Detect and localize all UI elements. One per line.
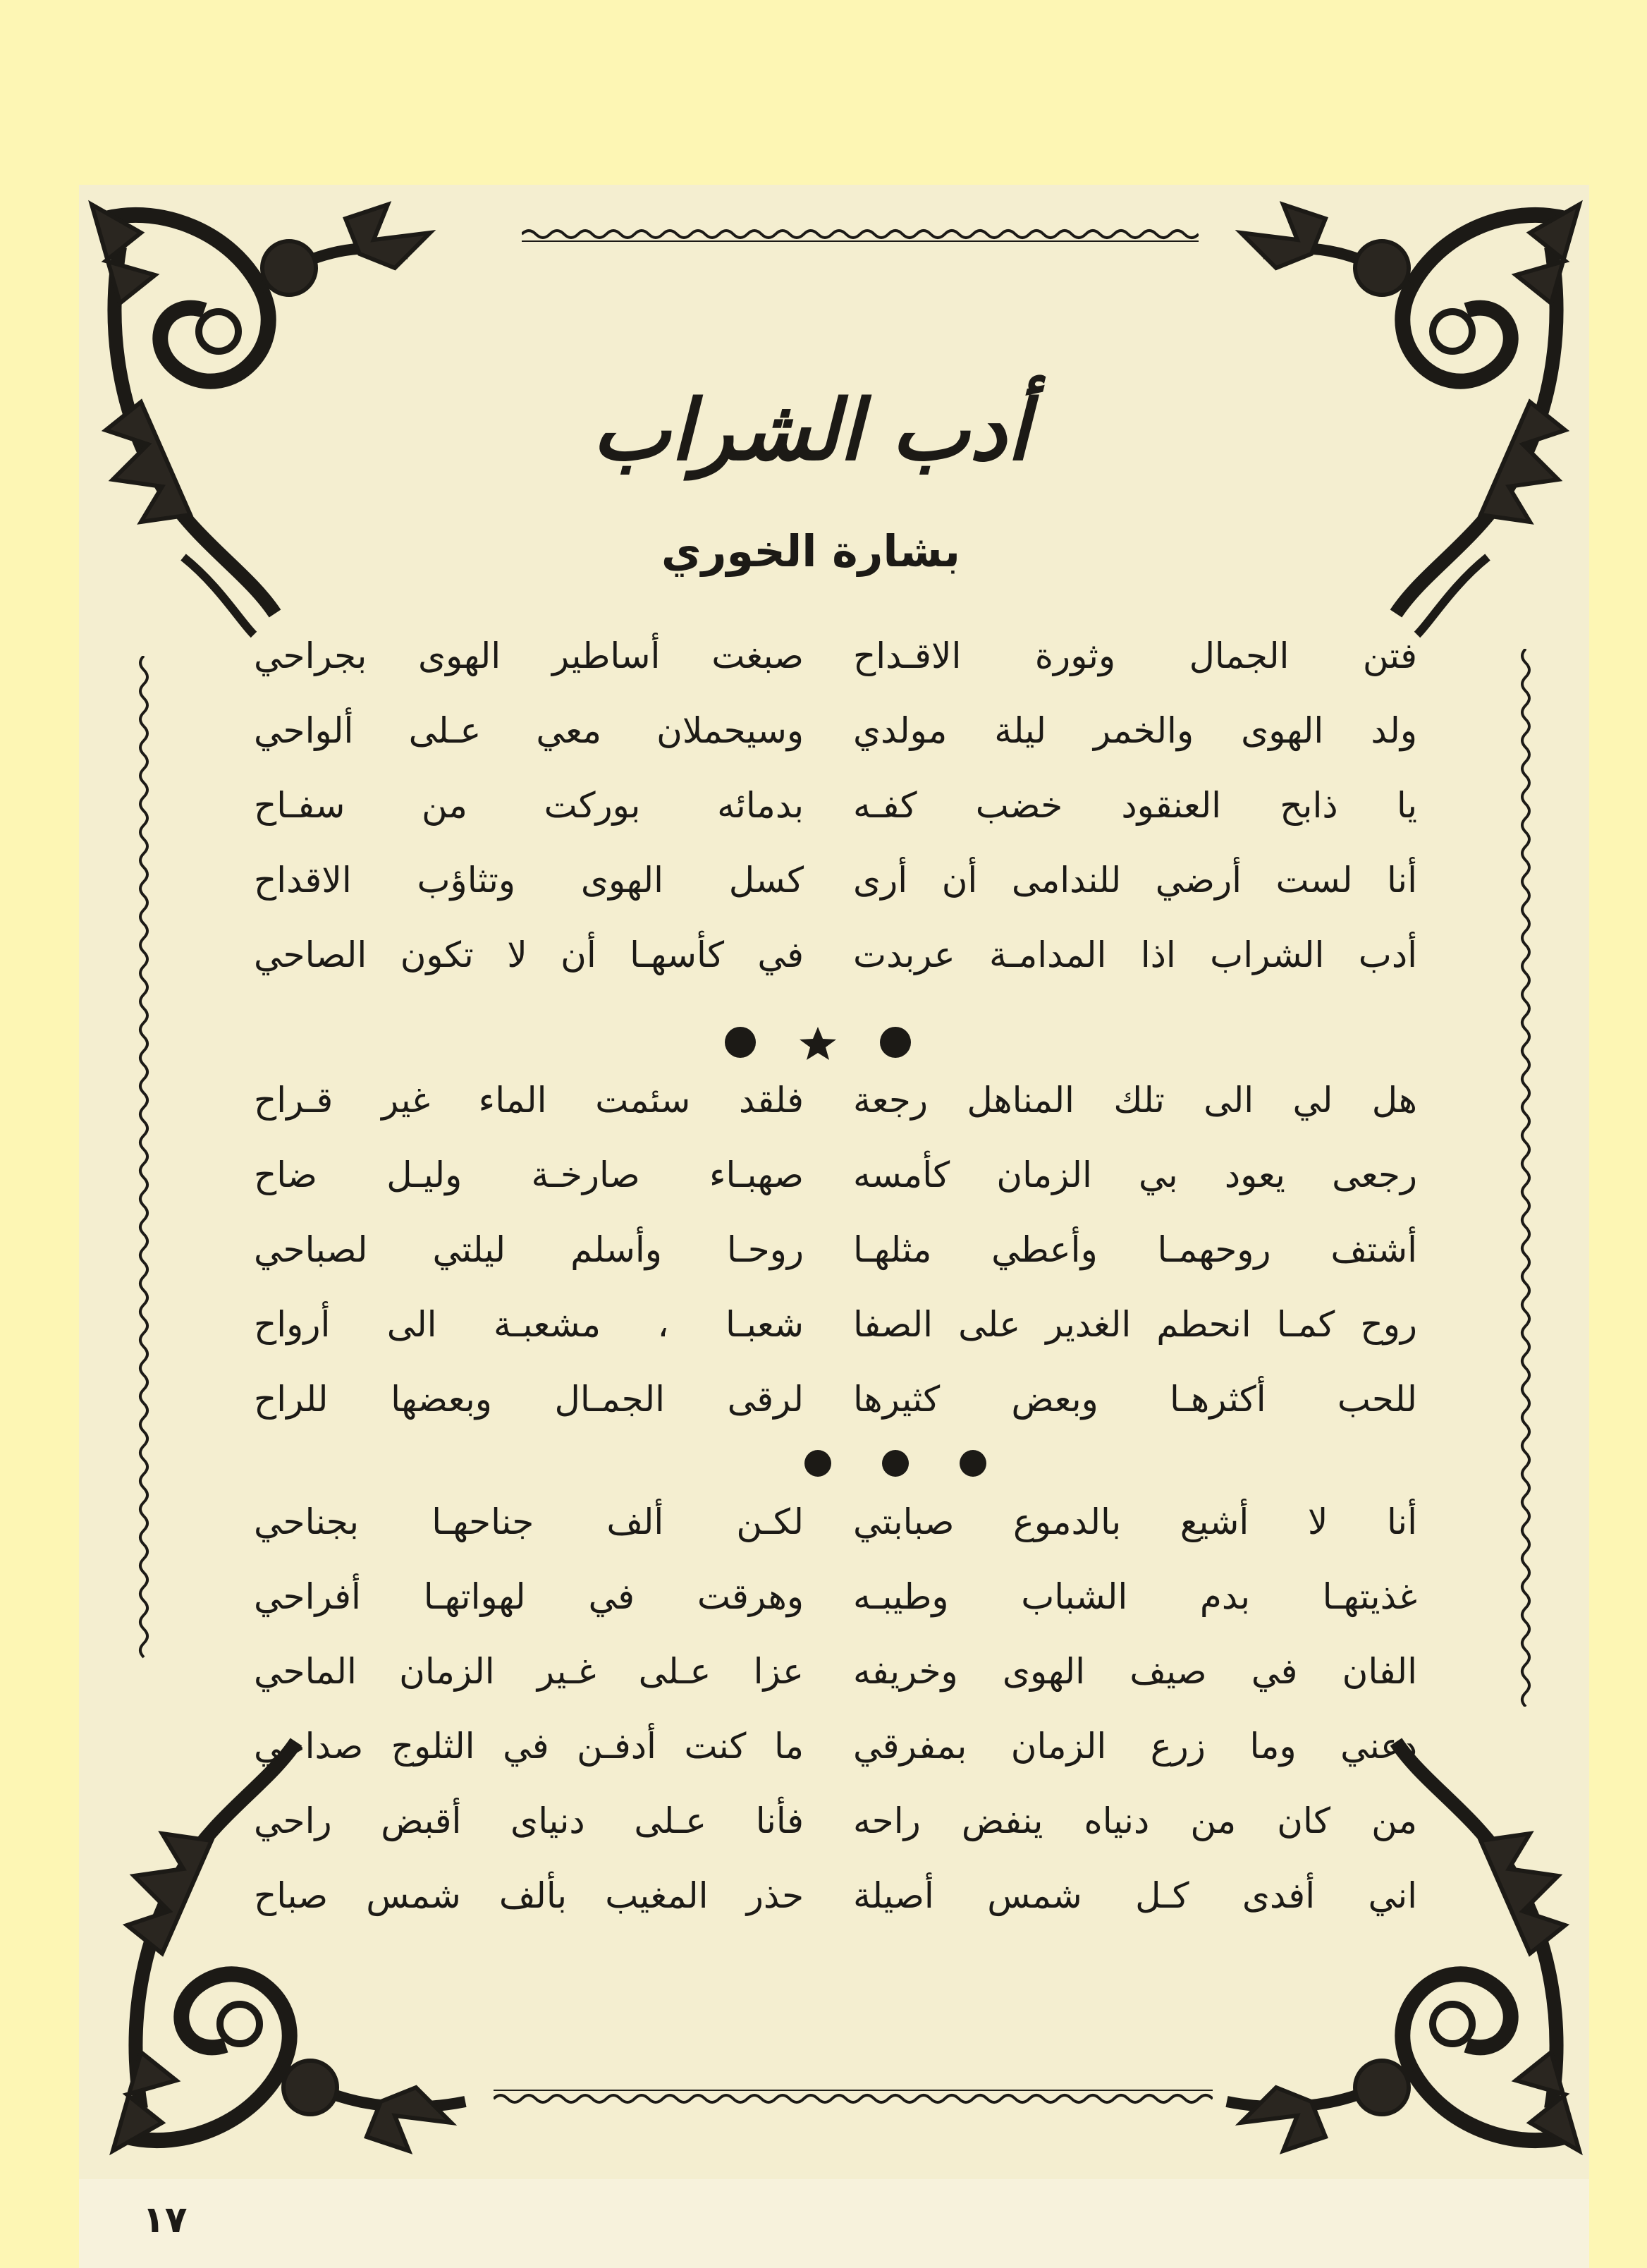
stanza-1-line-4-left: كسل الهوى وتثاؤب الاقداح	[254, 860, 804, 901]
stanza-separator-2	[797, 1446, 994, 1481]
stanza-1-line-5-right: أدب الشراب اذا المدامـة عربدت	[853, 934, 1417, 975]
stanza-2-line-2-right: رجعى يعود بي الزمان كأمسه	[853, 1154, 1417, 1195]
top-left-ornament	[78, 190, 444, 642]
stanza-2-line-3-left: روحـا وأسلم ليلتي لصباحي	[254, 1229, 804, 1270]
right-wave-rule	[1516, 649, 1536, 1707]
stanza-1-line-5-left: في كأسهـا أن لا تكون الصاحي	[254, 934, 804, 975]
poem-title: أدب الشراب	[592, 381, 1030, 479]
stanza-2-line-5-left: لرقى الجمـال وبعضها للراح	[254, 1379, 804, 1420]
top-right-ornament	[1213, 190, 1593, 642]
stanza-3-line-6-left: حذر المغيب بألف شمس صباح	[254, 1875, 804, 1916]
stanza-3-line-3-left: عزا عـلى غـير الزمان الماحي	[254, 1651, 804, 1692]
stanza-3-line-6-right: اني أفدى كـل شمس أصيلة	[853, 1875, 1417, 1916]
stanza-3-line-4-right: دعني وما زرع الزمان بمفرقي	[853, 1726, 1417, 1767]
stanza-3-line-5-left: فأنا عـلى دنياى أقبض راحي	[254, 1800, 804, 1841]
bottom-right-ornament	[1199, 1707, 1593, 2165]
stanza-1-line-1-left: صبغت أساطير الهوى بجراحي	[254, 635, 804, 676]
stanza-3-line-5-right: من كان من دنياه ينفض راحه	[853, 1800, 1417, 1841]
stanza-1-line-3-left: بدمائه بوركت من سفـاح	[254, 785, 804, 826]
page-bottom-margin	[79, 2179, 1589, 2268]
stanza-2-line-4-left: شعبـا ، مشعبـة الى أرواح	[254, 1304, 804, 1345]
stanza-2-line-2-left: صهبـاء صارخـة وليـل ضاح	[254, 1154, 804, 1195]
poem-author: بشارة الخوري	[661, 525, 961, 577]
stanza-2-line-5-right: للحب أكثرهـا وبعض كثيرها	[853, 1379, 1417, 1420]
stanza-2-line-1-right: هل لي الى تلك المناهل رجعة	[853, 1080, 1417, 1121]
stanza-3-line-1-left: لكـن ألف جناحهـا بجناحي	[254, 1501, 804, 1542]
page-number: ١٧	[142, 2199, 188, 2241]
stanza-3-line-4-left: ما كنت أدفـن في الثلوج صداحي	[254, 1726, 804, 1767]
stanza-3-line-3-right: الفان في صيف الهوى وخريفه	[853, 1651, 1417, 1692]
stanza-1-line-3-right: يا ذابح العنقود خضب كفـه	[853, 785, 1417, 826]
stanza-1-line-1-right: فتن الجمال وثورة الاقـداح	[853, 635, 1417, 676]
top-wave-rule	[522, 224, 1199, 244]
stanza-2-line-1-left: فلقد سئمت الماء غير قـراح	[254, 1080, 804, 1121]
stanza-separator-1	[712, 1021, 924, 1063]
bottom-wave-rule	[494, 2087, 1213, 2107]
stanza-1-line-4-right: أنا لست أرضي للندامى أن أرى	[853, 860, 1417, 901]
stanza-3-line-2-left: وهرقت في لهواتهـا أفراحي	[254, 1576, 804, 1617]
stanza-3-line-2-right: غذيتهـا بدم الشباب وطيبـه	[853, 1576, 1417, 1617]
stanza-1-line-2-left: وسيحملان معي عـلى ألواحي	[254, 710, 804, 751]
stanza-2-line-4-right: روح كمـا انحطم الغدير على الصفا	[853, 1304, 1417, 1345]
stanza-3-line-1-right: أنا لا أشيع بالدموع صبابتي	[853, 1501, 1417, 1542]
left-wave-rule	[134, 656, 154, 1700]
stanza-2-line-3-right: أشتف روحهمـا وأعطي مثلهـا	[853, 1229, 1417, 1270]
stanza-1-line-2-right: ولد الهوى والخمر ليلة مولدي	[853, 710, 1417, 751]
bottom-left-ornament	[99, 1707, 494, 2165]
